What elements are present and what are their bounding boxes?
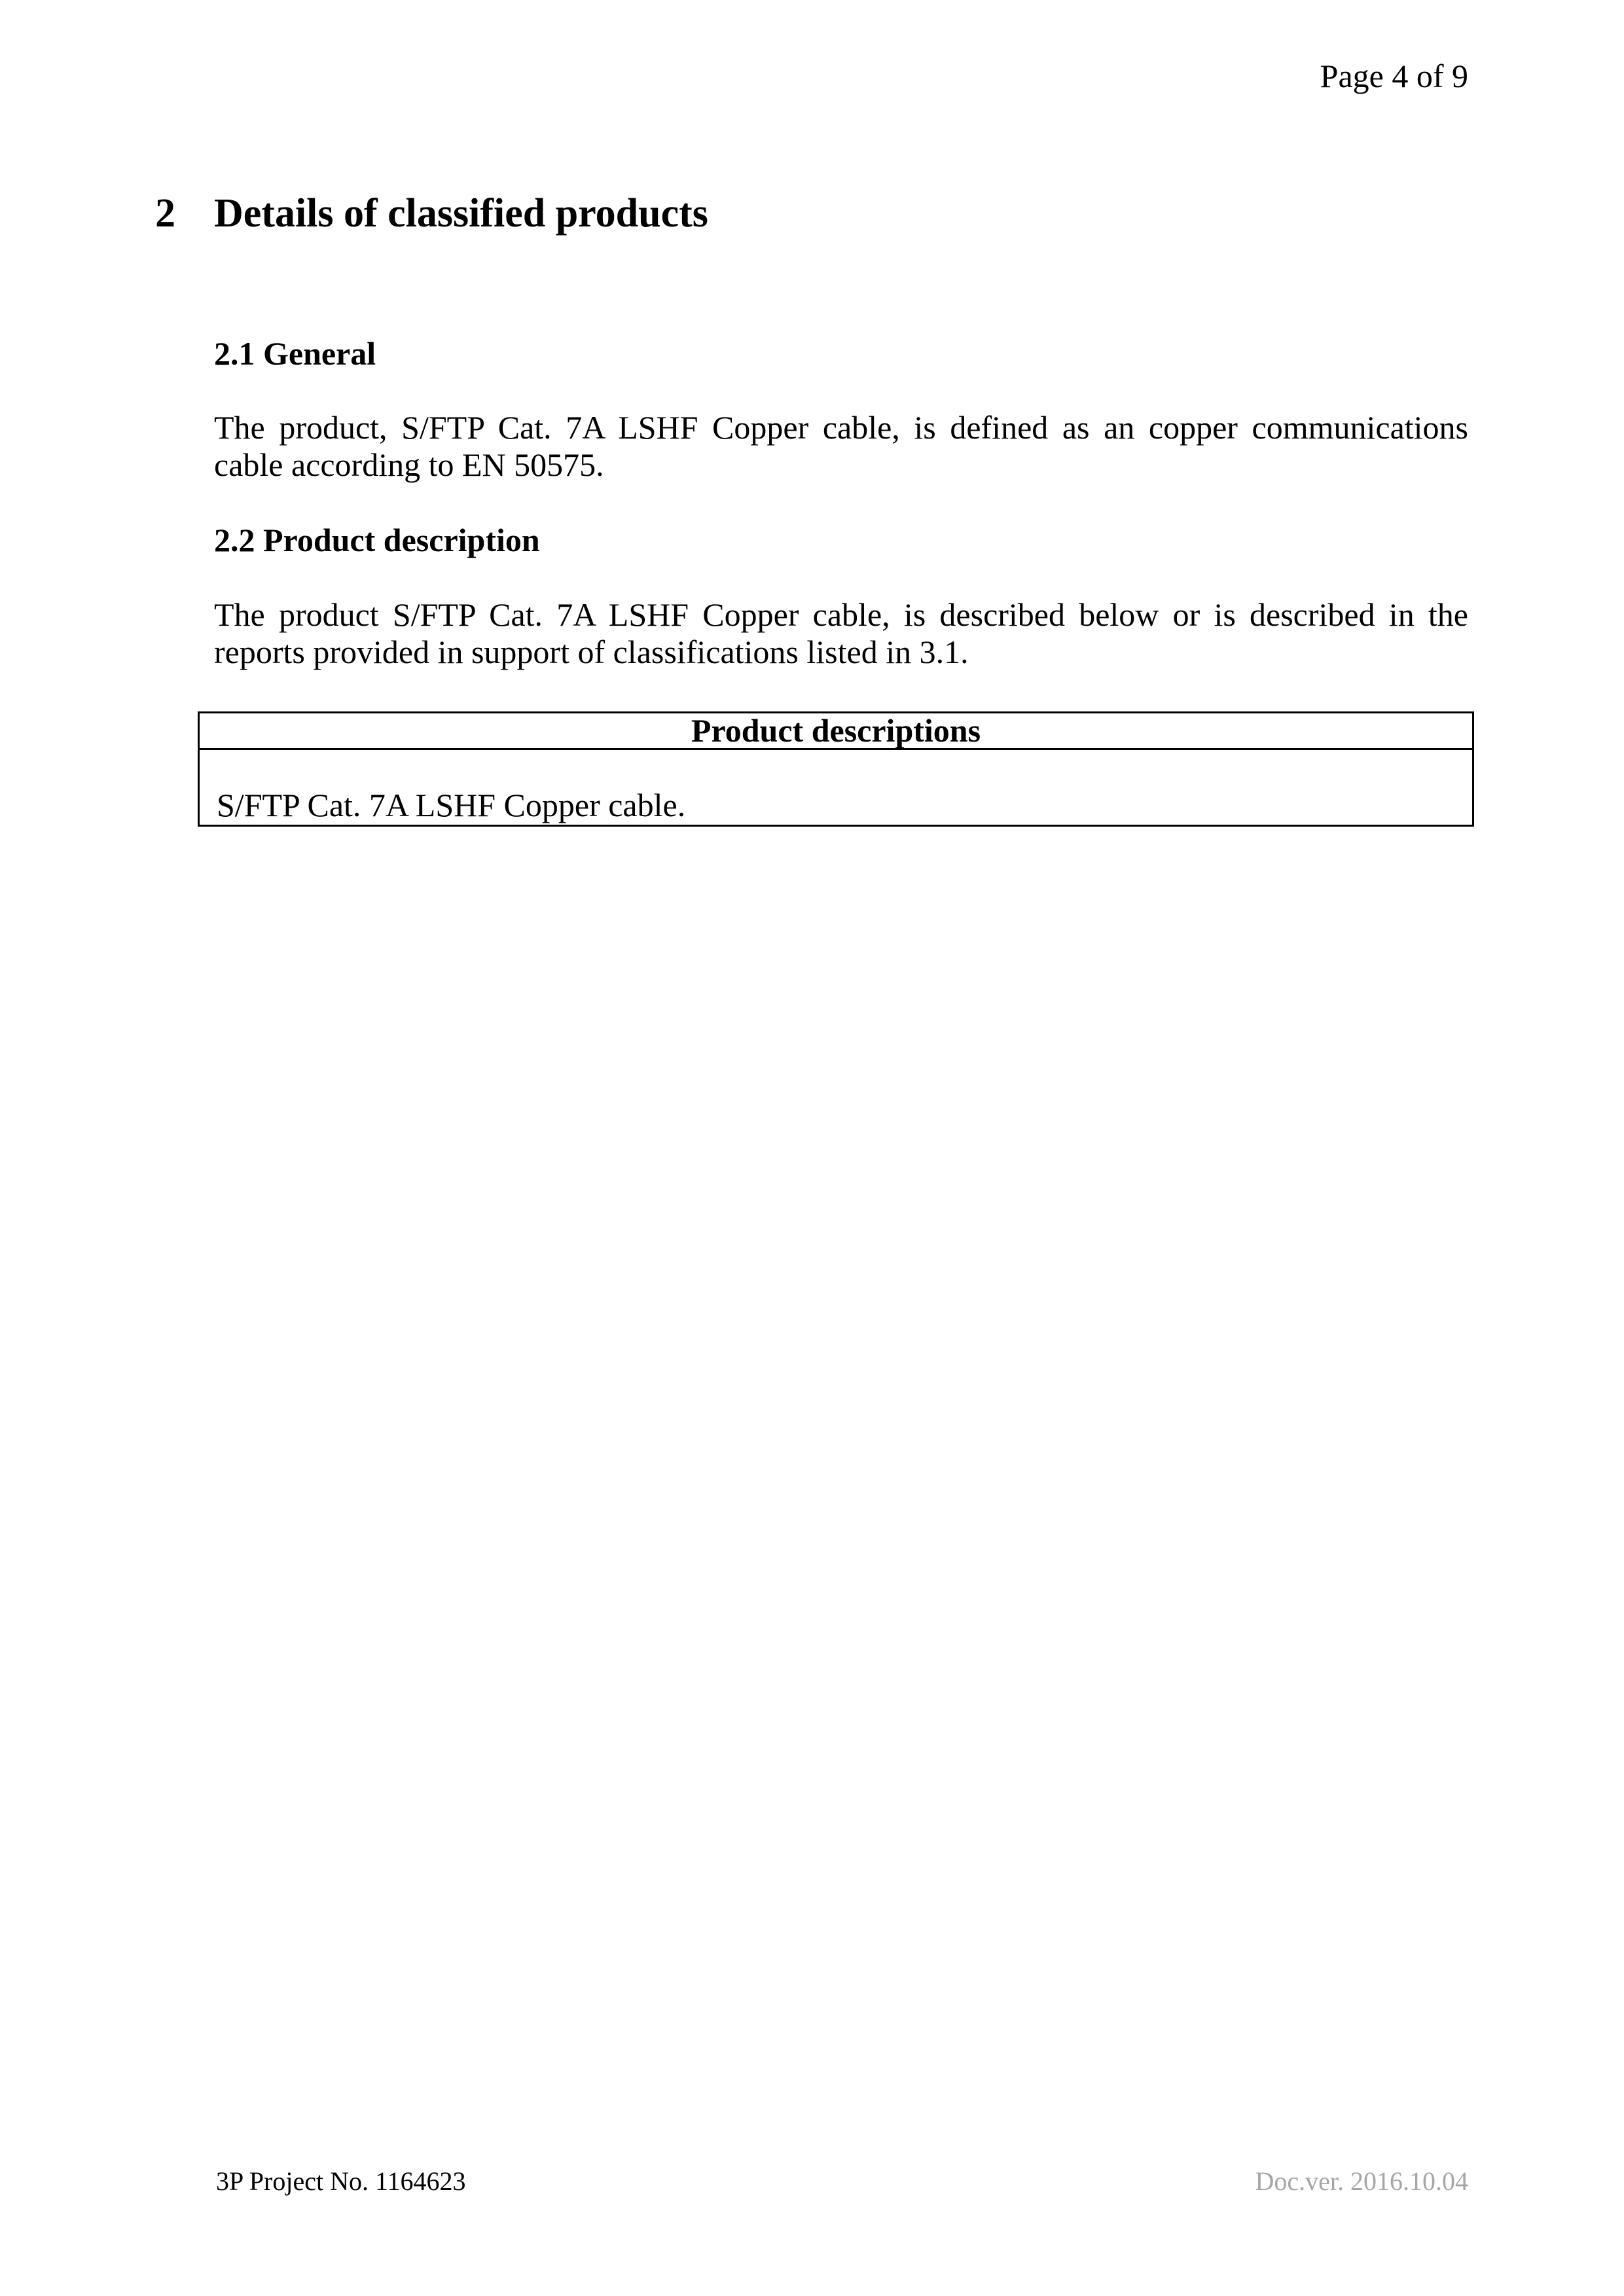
table-row: S/FTP Cat. 7A LSHF Copper cable. xyxy=(217,787,686,823)
table-body-cell xyxy=(200,750,1472,825)
paragraph-general-line-2: cable according to EN 50575. xyxy=(214,446,604,483)
paragraph-product-line-2: reports provided in support of classifications listed in 3.1. xyxy=(214,634,969,670)
footer-doc-version: Doc.ver. 2016.10.04 xyxy=(1255,2166,1468,2196)
paragraph-product-line-1: The product S/FTP Cat. 7A LSHF Copper cable, is described below or is described in the xyxy=(214,596,1468,633)
paragraph-product-description xyxy=(214,596,1468,671)
page-number-label: Page 4 of 9 xyxy=(1320,58,1468,94)
product-descriptions-table xyxy=(198,711,1474,827)
section-number: 2 xyxy=(155,191,175,236)
footer-project-number: 3P Project No. 1164623 xyxy=(216,2166,466,2196)
section-title: Details of classified products xyxy=(214,191,708,236)
paragraph-general xyxy=(214,409,1468,484)
subsection-heading-product-description: 2.2 Product description xyxy=(214,522,540,558)
section-heading xyxy=(155,193,708,234)
table-header-cell: Product descriptions xyxy=(200,713,1472,750)
subsection-heading-general: 2.1 General xyxy=(214,335,376,372)
paragraph-general-line-1: The product, S/FTP Cat. 7A LSHF Copper cable, is defined as an copper communications xyxy=(214,409,1468,446)
